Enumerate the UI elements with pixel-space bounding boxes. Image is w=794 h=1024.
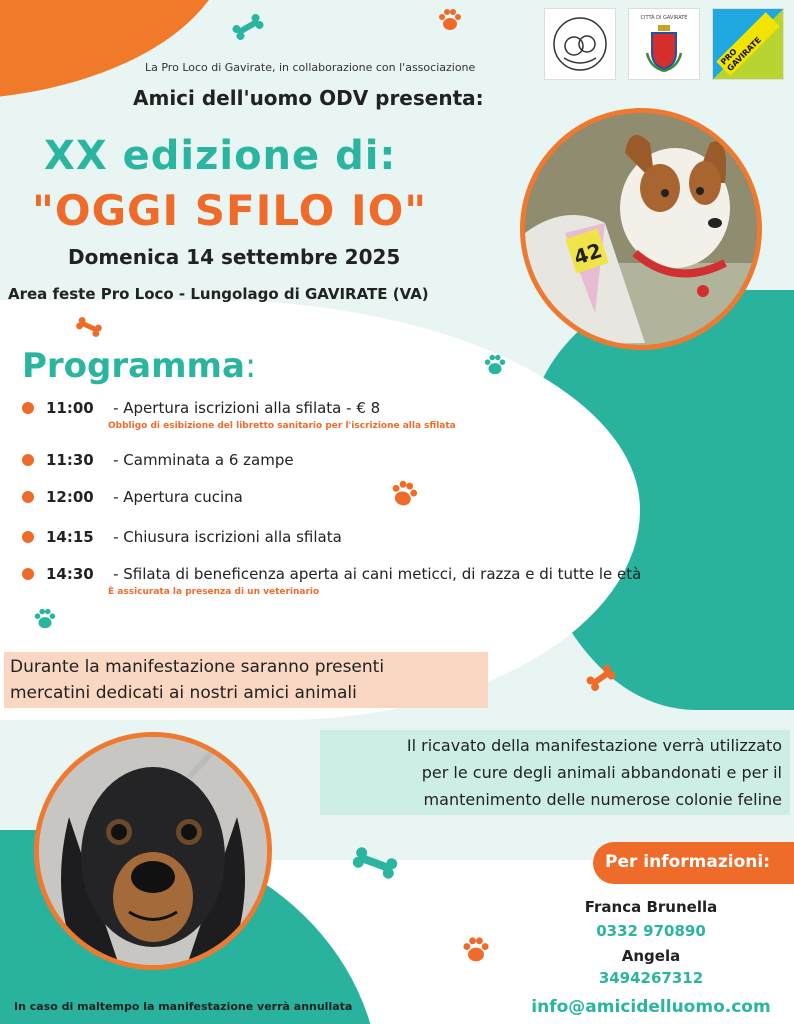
- info-label: Per informazioni:: [593, 842, 794, 884]
- program-heading-text: Programma: [22, 346, 245, 386]
- program-desc: - Sfilata di beneficenza aperta ai cani meticci, di razza e di tutte le età: [113, 565, 642, 583]
- proceeds-line: per le cure degli animali abbandonati e per il: [421, 763, 782, 782]
- event-title: "OGGI SFILO IO": [32, 186, 428, 235]
- program-desc: - Chiusura iscrizioni alla sfilata: [113, 528, 342, 546]
- intro-text: La Pro Loco di Gavirate, in collaborazione con l'associazione: [145, 61, 476, 74]
- program-heading: [22, 346, 256, 386]
- edition-heading: XX edizione di:: [44, 133, 397, 179]
- paw-icon: [482, 352, 508, 378]
- program-item: [22, 564, 641, 597]
- bullet-dot: [22, 568, 34, 580]
- event-place: Area feste Pro Loco - Lungolago di GAVIRATE (VA): [8, 285, 429, 303]
- logos-row: [544, 8, 784, 80]
- pro-loco-logo-text: PRO GAVIRATE: [716, 12, 780, 76]
- program-item: [22, 398, 456, 431]
- contact-name: Franca Brunella: [584, 898, 718, 916]
- proceeds-line: mantenimento delle numerose colonie feline: [423, 790, 782, 809]
- market-line: mercatini dedicati ai nostri amici animali: [10, 683, 357, 703]
- event-date: Domenica 14 settembre 2025: [68, 245, 401, 269]
- paw-icon: [460, 934, 492, 966]
- bullet-dot: [22, 531, 34, 543]
- market-line: Durante la manifestazione saranno presenti: [10, 657, 385, 677]
- city-of-gavirate-logo: [628, 8, 700, 80]
- program-item: [22, 450, 294, 469]
- program-time: 11:30: [46, 451, 94, 469]
- program-item: [22, 487, 243, 506]
- market-notice: [4, 652, 488, 708]
- contact-phone[interactable]: 0332 970890: [596, 922, 706, 940]
- program-desc: - Camminata a 6 zampe: [113, 451, 294, 469]
- pro-loco-logo: [712, 8, 784, 80]
- paw-icon: [388, 478, 420, 510]
- program-heading-colon: :: [244, 346, 257, 386]
- paw-icon: [436, 6, 464, 34]
- dog-illustration: [525, 113, 757, 345]
- coat-of-arms-icon: [644, 23, 684, 73]
- proceeds-line: Il ricavato della manifestazione verrà utilizzato: [406, 736, 782, 755]
- program-time: 14:15: [46, 528, 94, 546]
- bullet-dot: [22, 491, 34, 503]
- dachshund-illustration: [39, 737, 267, 965]
- dog-tag-number: 42: [570, 238, 605, 270]
- program-note: È assicurata la presenza di un veterinario: [108, 587, 320, 597]
- program-time: 14:30: [46, 565, 94, 583]
- contact-email[interactable]: info@amicidelluomo.com: [531, 997, 771, 1017]
- program-time: 11:00: [46, 399, 94, 417]
- weather-note: In caso di maltempo la manifestazione verrà annullata: [14, 1000, 353, 1013]
- bone-icon: [74, 316, 104, 338]
- bullet-dot: [22, 402, 34, 414]
- paw-icon: [32, 606, 58, 632]
- bone-icon: [584, 664, 618, 692]
- program-item: [22, 527, 342, 546]
- city-caption: CITTÀ DI GAVIRATE: [640, 15, 688, 21]
- contact-name: Angela: [621, 947, 681, 965]
- bone-icon: [350, 846, 400, 880]
- bullet-dot: [22, 454, 34, 466]
- amici-dell-uomo-logo: [544, 8, 616, 80]
- proceeds-notice: [320, 730, 790, 815]
- program-time: 12:00: [46, 488, 94, 506]
- program-desc: - Apertura cucina: [113, 488, 243, 506]
- program-note: Obbligo di esibizione del libretto sanitario per l'iscrizione alla sfilata: [108, 421, 456, 431]
- contact-phone[interactable]: 3494267312: [598, 969, 704, 987]
- dog-photo-bottom: [34, 732, 272, 970]
- bone-icon: [230, 14, 266, 40]
- association-seal-icon: [550, 14, 610, 74]
- dog-photo-top: [520, 108, 762, 350]
- orange-corner-shape: [0, 0, 230, 100]
- program-desc: - Apertura iscrizioni alla sfilata - € 8: [113, 399, 381, 417]
- presenter-line: Amici dell'uomo ODV presenta:: [133, 86, 484, 110]
